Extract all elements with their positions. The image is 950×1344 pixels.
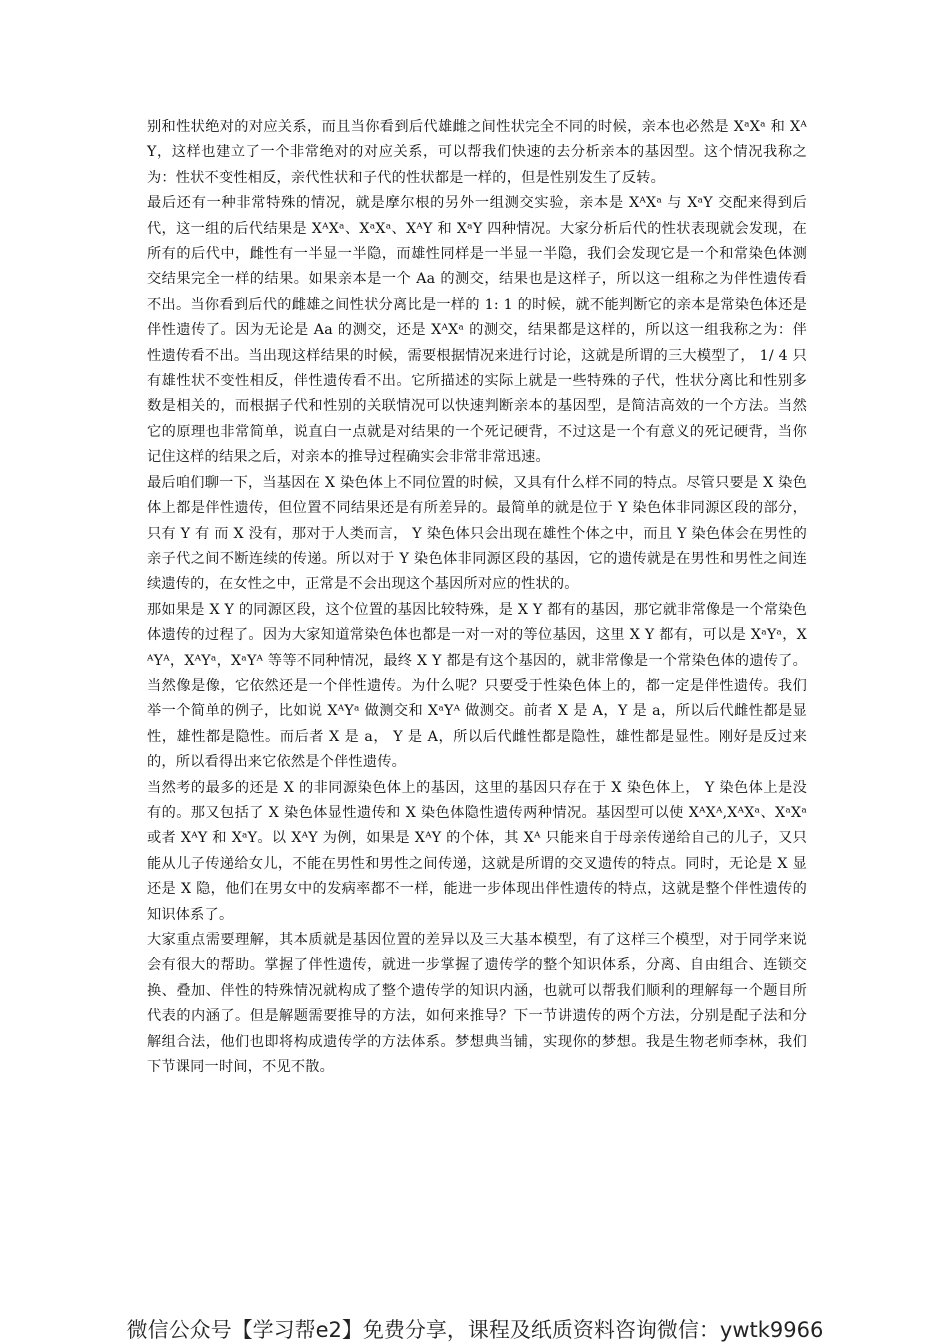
paragraph-4: 那如果是 X Y 的同源区段，这个位置的基因比较特殊，是 X Y 都有的基因，那它就非常像是一个常染色体遗传的过程了。因为大家知道常染色体也都是一对一对的等位基因，这里 X Y 都有，可以是 XᵃYᵃ，XᴬYᴬ，XᴬYᵃ，XᵃYᴬ 等等不同种情况，最终 X Y 都是有这个基因的，就非常像是一个常染色体的遗传了。当然像是像，它依然还是一个伴性遗传。为什么呢？只要受于性染色体上的，都一定是伴性遗传。我们举一个简单的例子，比如说 XᴬYᵃ 做测交和 XᵃYᴬ 做测交。前者 X 是 A，Y 是 a，所以后代雌性都是显性，雄性都是隐性。而后者 X 是 a， Y 是 A，所以后代雌性都是隐性，雄性都是显性。刚好是反过来的，所以看得出来它依然是个伴性遗传。: [147, 601, 807, 771]
paragraph-5: 当然考的最多的还是 X 的非同源染色体上的基因，这里的基因只存在于 X 染色体上， Y 染色体上是没有的。那又包括了 X 染色体显性遗传和 X 染色体隐性遗传两种情况。基因型可以使 XᴬXᴬ,XᴬXᵃ、XᵃXᵃ 或者 XᴬY 和 XᵃY。以 XᴬY 为例，如果是 XᴬY 的个体，其 Xᴬ 只能来自于母亲传递给自己的儿子，又只能从儿子传递给女儿，不能在男性和男性之间传递，这就是所谓的交叉遗传的特点。同时，无论是 X 显还是 X 隐，他们在男女中的发病率都不一样，能进一步体现出伴性遗传的特点，这就是整个伴性遗传的知识体系了。: [147, 779, 807, 923]
footer-watermark-text: 微信公众号【学习帮e2】免费分享，课程及纸质资料咨询微信：ywtk9966: [126, 1318, 824, 1342]
paragraph-3: 最后咱们聊一下，当基因在 X 染色体上不同位置的时候，又具有什么样不同的特点。尽管只要是 X 染色体上都是伴性遗传，但位置不同结果还是有所差异的。最简单的就是位于 Y 染色体非同源区段的部分，只有 Y 有 而 X 没有，那对于人类而言， Y 染色体只会出现在雄性个体之中，而且 Y 染色体会在男性的亲子代之间不断连续的传递。所以对于 Y 染色体非同源区段的基因，它的遗传就是在男性和男性之间连续遗传的，在女性之中，正常是不会出现这个基因所对应的性状的。: [147, 474, 807, 593]
paragraph-2: 最后还有一种非常特殊的情况，就是摩尔根的另外一组测交实验，亲本是 XᴬXᵃ 与 XᵃY 交配来得到后代，这一组的后代结果是 XᴬXᵃ、XᵃXᵃ、XᴬY 和 XᵃY 四种情况。大家分析后代的性状表现就会发现，在所有的后代中，雌性有一半显一半隐，而雄性同样是一半显一半隐，我们会发现它是一个和常染色体测交结果完全一样的结果。如果亲本是一个 Aa 的测交，结果也是这样子，所以这一组称之为伴性遗传看不出。当你看到后代的雌雄之间性状分离比是一样的 1: 1 的时候，就不能判断它的亲本是常染色体还是伴性遗传了。因为无论是 Aa 的测交，还是 XᴬXᵃ 的测交，结果都是这样的，所以这一组我称之为：伴性遗传看不出。当出现这样结果的时候，需要根据情况来进行讨论，这就是所谓的三大模型了， 1/ 4 只有雄性状不变性相反，伴性遗传看不出。它所描述的实际上就是一些特殊的子代，性状分离比和性别多数是相关的，而根据子代和性别的关联情况可以快速判断亲本的基因型，是简洁高效的一个方法。当然它的原理也非常简单，说直白一点就是对结果的一个死记硬背，不过这是一个有意义的死记硬背，当你记住这样的结果之后，对亲本的推导过程确实会非常非常迅速。: [147, 195, 807, 466]
paragraph-1: 别和性状绝对的对应关系，而且当你看到后代雄雌之间性状完全不同的时候，亲本也必然是 XᵃXᵃ 和 XᴬY，这样也建立了一个非常绝对的对应关系，可以帮我们快速的去分析亲本的基因型。这个情况我称之为：性状不变性相反，亲代性状和子代的性状都是一样的，但是性别发生了反转。: [147, 119, 807, 186]
document-body: [147, 115, 807, 1080]
paragraph-6: 大家重点需要理解，其本质就是基因位置的差异以及三大基本模型，有了这样三个模型，对于同学来说会有很大的帮助。掌握了伴性遗传，就进一步掌握了遗传学的整个知识体系，分离、自由组合、连锁交换、叠加、伴性的特殊情况就构成了整个遗传学的知识内涵，也就可以帮我们顺利的理解每一个题目所代表的内涵了。但是解题需要推导的方法，如何来推导？下一节讲遗传的两个方法，分别是配子法和分解组合法，他们也即将构成遗传学的方法体系。梦想典当铺，实现你的梦想。我是生物老师李林，我们下节课同一时间，不见不散。: [147, 932, 807, 1076]
